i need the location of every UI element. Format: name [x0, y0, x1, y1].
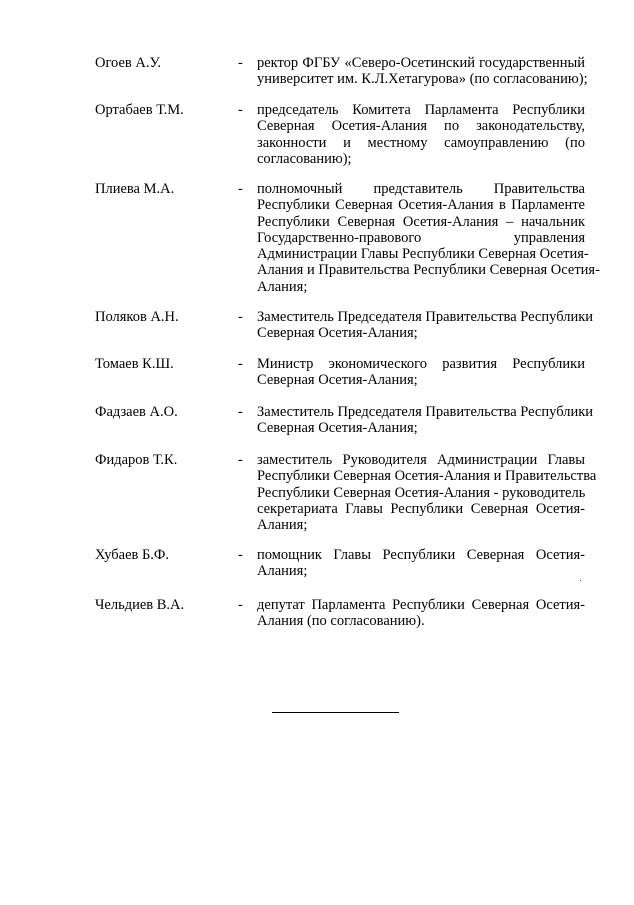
position-line: секретариата Главы Республики Северная Осетия-	[257, 500, 585, 517]
position-line: ректор ФГБУ «Северо-Осетинский государственный	[257, 55, 585, 71]
member-name: Чельдиев В.А.	[95, 597, 185, 613]
member-position	[257, 356, 585, 389]
entry-dash: -	[238, 102, 243, 118]
position-line: Республики Северная Осетия-Алания – начальник	[257, 213, 585, 230]
position-line: Алания;	[257, 278, 308, 295]
member-position	[257, 597, 585, 630]
position-line: председатель Комитета Парламента Республики	[257, 102, 585, 118]
position-line: Алания;	[257, 563, 308, 580]
member-position	[257, 452, 597, 534]
member-name: Огоев А.У.	[95, 55, 162, 71]
position-line: Алания;	[257, 517, 308, 534]
position-line: законности и местному самоуправлению (по	[257, 134, 585, 151]
member-name: Плиева М.А.	[95, 181, 175, 197]
position-line: Заместитель Председателя Правительства Республики	[257, 309, 594, 325]
position-line: Заместитель Председателя Правительства Республики	[257, 404, 594, 420]
entry-dash: -	[238, 181, 243, 197]
position-line: Администрации Главы Республики Северная Осетия-	[257, 246, 589, 263]
position-line: Алания (по согласованию).	[257, 613, 425, 630]
scan-speck	[580, 580, 581, 581]
position-line: Министр экономического развития Республики	[257, 356, 585, 372]
position-line: Северная Осетия-Алания;	[257, 372, 418, 389]
position-line: согласованию);	[257, 150, 352, 167]
entry-dash: -	[238, 404, 243, 420]
entry-dash: -	[238, 547, 243, 563]
member-position	[257, 309, 594, 342]
position-line: Государственно-правового управления	[257, 229, 585, 246]
position-line: полномочный представитель Правительства	[257, 181, 585, 197]
member-position	[257, 547, 585, 580]
position-line: Республики Северная Осетия-Алания в Парламенте	[257, 197, 585, 214]
position-line: Республики Северная Осетия-Алания - руководитель	[257, 484, 586, 501]
member-name: Фадзаев А.О.	[95, 404, 178, 420]
position-line: Алания и Правительства Республики Северная Осетия-	[257, 262, 600, 279]
entry-dash: -	[238, 356, 243, 372]
entry-dash: -	[238, 55, 243, 71]
position-line: Республики Северная Осетия-Алания и Правительства	[257, 468, 597, 485]
member-name: Фидаров Т.К.	[95, 452, 178, 468]
position-line: Северная Осетия-Алания по законодательству,	[257, 118, 585, 135]
member-position	[257, 404, 594, 437]
member-position	[257, 55, 588, 88]
member-name: Ортабаев Т.М.	[95, 102, 184, 118]
entry-dash: -	[238, 597, 243, 613]
position-line: университет им. К.Л.Хетагурова» (по согласованию);	[257, 71, 588, 88]
entry-dash: -	[238, 309, 243, 325]
member-name: Хубаев Б.Ф.	[95, 547, 170, 563]
position-line: Северная Осетия-Алания;	[257, 325, 418, 342]
member-name: Поляков А.Н.	[95, 309, 179, 325]
position-line: заместитель Руководителя Администрации Главы	[257, 452, 585, 468]
position-line: депутат Парламента Республики Северная Осетия-	[257, 597, 585, 613]
member-position	[257, 102, 585, 167]
entry-dash: -	[238, 452, 243, 468]
member-name: Томаев К.Ш.	[95, 356, 174, 372]
position-line: помощник Главы Республики Северная Осетия-	[257, 547, 585, 563]
member-position	[257, 181, 600, 295]
closing-rule	[272, 712, 399, 713]
position-line: Северная Осетия-Алания;	[257, 420, 418, 437]
